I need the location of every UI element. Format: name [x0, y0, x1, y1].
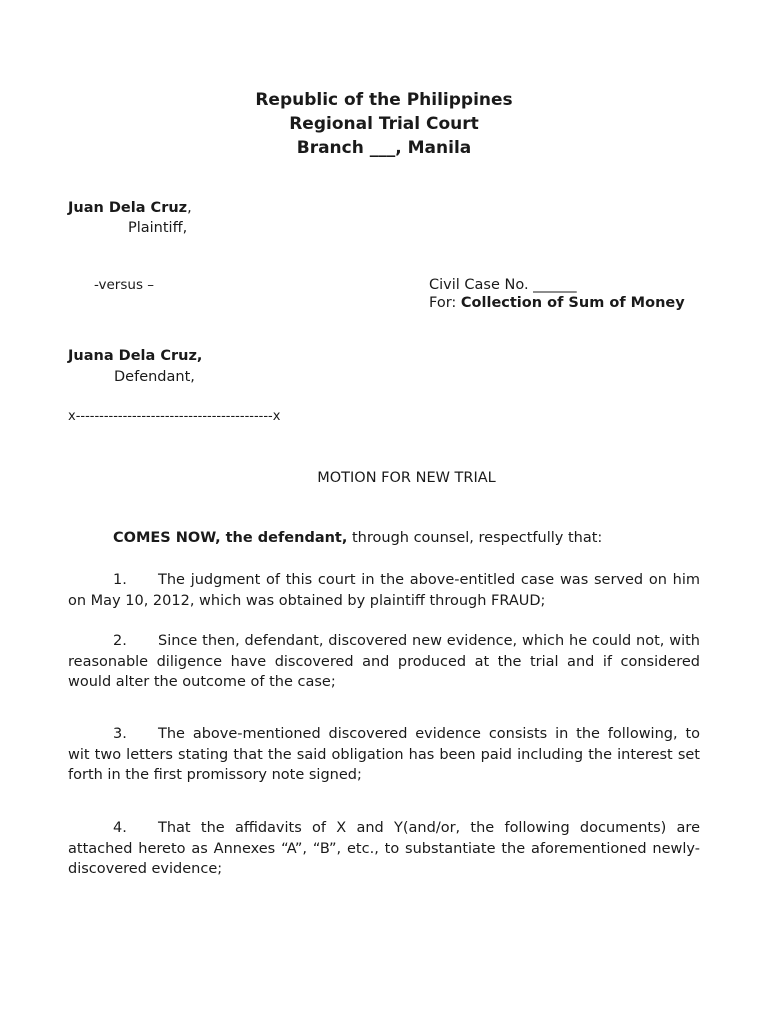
- paragraph-text: Since then, defendant, discovered new evidence, which he could not, with reasonable diligence have discovered and produced at the trial and if considered would alter the outcome of the case;: [68, 633, 700, 690]
- paragraph-2: [68, 631, 700, 693]
- header-court: Regional Trial Court: [289, 114, 479, 134]
- paragraph-3: [68, 724, 700, 786]
- paragraph-1: [68, 570, 700, 611]
- paragraph-4: [68, 818, 700, 880]
- paragraph-number: 3.: [113, 726, 127, 742]
- intro-paragraph: [113, 530, 602, 546]
- header-republic: Republic of the Philippines: [255, 90, 513, 110]
- paragraph-number: 2.: [113, 633, 127, 649]
- intro-rest: through counsel, respectfully that:: [347, 530, 603, 546]
- intro-bold: COMES NOW, the defendant,: [113, 530, 348, 546]
- case-subject: [429, 295, 685, 311]
- motion-title: MOTION FOR NEW TRIAL: [317, 470, 496, 486]
- caption-separator: x------------------------------------------x: [68, 409, 281, 424]
- case-for-label: For:: [429, 295, 461, 311]
- paragraph-text: The above-mentioned discovered evidence consists in the following, to wit two letters stating that the said obligation has been paid including the interest set forth in the first promissory note signed;: [68, 726, 700, 783]
- paragraph-number: 4.: [113, 820, 127, 836]
- case-for-value: Collection of Sum of Money: [460, 295, 685, 311]
- paragraph-text: That the affidavits of X and Y(and/or, the following documents) are attached hereto as Annexes “A”, “B”, etc., to substantiate the aforementioned newly-discovered evidence;: [68, 820, 700, 877]
- defendant-role: Defendant,: [114, 369, 195, 385]
- versus-label: -versus –: [94, 277, 155, 293]
- defendant-name: Juana Dela Cruz,: [68, 348, 203, 364]
- plaintiff-role: Plaintiff,: [128, 220, 188, 236]
- paragraph-number: 1.: [113, 572, 127, 588]
- plaintiff-name: Juan Dela Cruz: [68, 200, 188, 216]
- paragraph-text: The judgment of this court in the above-entitled case was served on him on May 10, 2012, which was obtained by plaintiff through FRAUD;: [68, 572, 700, 609]
- header-branch: Branch ___, Manila: [296, 138, 472, 158]
- plaintiff-comma: ,: [187, 200, 192, 216]
- case-number: Civil Case No. ______: [429, 277, 577, 293]
- plaintiff-block: [68, 200, 192, 216]
